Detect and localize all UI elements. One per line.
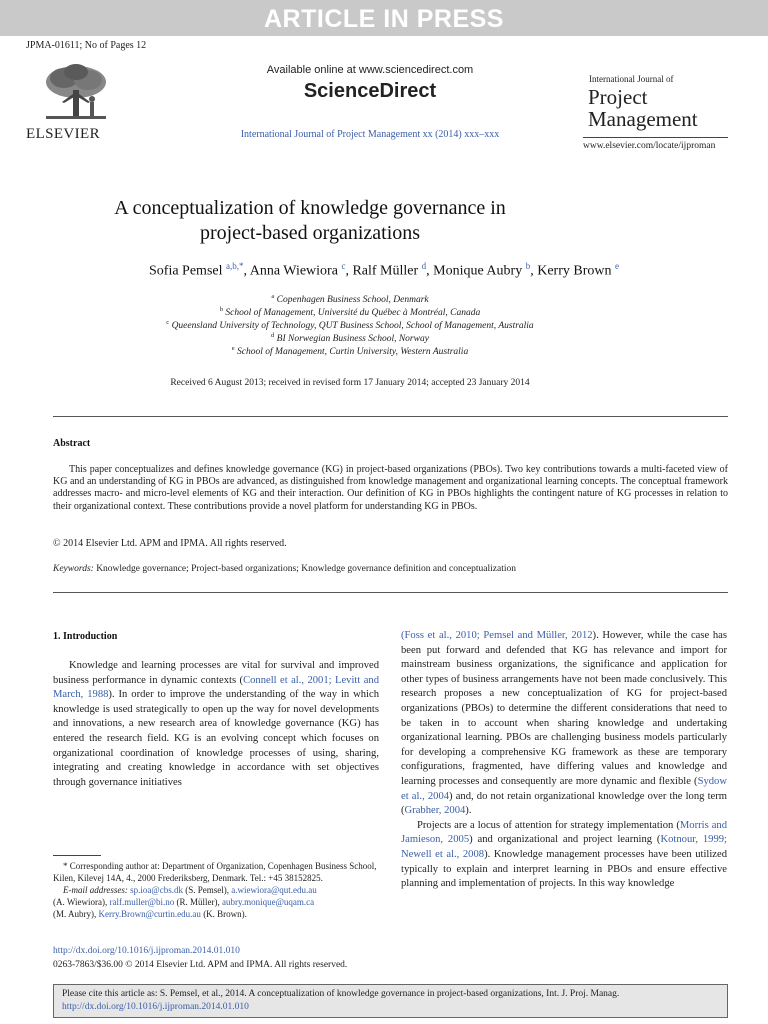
author-name: Sofia Pemsel xyxy=(149,263,226,279)
masthead-divider xyxy=(583,137,728,138)
affiliation xyxy=(60,332,640,344)
journal-masthead-line2: Management xyxy=(588,107,698,131)
affil-text: Copenhagen Business School, Denmark xyxy=(274,295,429,306)
affil-text: School of Management, Curtin University, Western Australia xyxy=(234,347,469,358)
email-link[interactable]: aubry.monique@uqam.ca xyxy=(221,897,315,907)
citation-notice-box xyxy=(53,984,728,1018)
author-name: , Monique Aubry xyxy=(426,263,526,279)
affiliation xyxy=(60,306,640,318)
section-heading-introduction: 1. Introduction xyxy=(53,631,118,642)
author-affil-marker[interactable]: c xyxy=(341,261,346,271)
issn-copyright: 0263-7863/$36.00 © 2014 Elsevier Ltd. APM and IPMA. All rights reserved. xyxy=(53,960,348,970)
sciencedirect-logo: ScienceDirect xyxy=(303,80,437,102)
elsevier-wordmark: ELSEVIER xyxy=(26,126,101,142)
affil-marker: d xyxy=(271,332,275,339)
email-addresses-cont: (A. Wiewiora), ralf.muller@bi.no (R. Müller), aubry.monique@uqam.ca xyxy=(53,897,315,907)
citation-link[interactable]: Grabher, 2004 xyxy=(404,805,466,817)
paragraph: Projects are a locus of attention for strategy implementation (Morris and Jamieson, 2005) and organizational and project learning (Kotnour, 1999; Newell et al., 2008). Knowledge management processes have been utilized typically to explain and interpret learning in PBOs and ensure effective planning and implementation of projects. In this way knowledge xyxy=(401,819,727,890)
paragraph: Knowledge and learning processes are vital for survival and improved business performance in dynamic contexts (Connell et al., 2001; Levitt and March, 1988). In order to improve the understanding of the way in which knowledge is used strategically to open up the way for novel developments and innovations, a new research area of knowledge governance (KG) has entered the research field. KG is an evolving concept which focuses on organizational coordination of knowledge processes of using, sharing, integrating and creating knowledge in accordance with set objectives through governance initiatives xyxy=(53,660,379,788)
abstract-heading: Abstract xyxy=(53,438,91,449)
abstract-copyright: © 2014 Elsevier Ltd. APM and IPMA. All rights reserved. xyxy=(53,538,287,549)
affil-marker: e xyxy=(231,345,235,352)
article-title xyxy=(60,196,560,246)
journal-citation[interactable]: International Journal of Project Management xx (2014) xxx–xxx xyxy=(240,129,500,140)
citation-link[interactable]: Connell et al., 2001; Levitt and March, 1988 xyxy=(53,674,379,701)
affil-marker: a xyxy=(271,293,275,300)
affil-text: BI Norwegian Business School, Norway xyxy=(274,334,429,345)
abstract-bottom-rule xyxy=(53,592,728,593)
affiliation xyxy=(60,319,640,331)
abstract-text: This paper conceptualizes and defines knowledge governance (KG) in project-based organizations (PBOs). Two key contributions towards a multi-faceted view of KG and an understanding of KG in PBOs are advanced, as distinguished from knowledge management and organizational learning concepts. The conceptual framework addresses macro- and micro-level elements of KG and their interaction. Our definition of KG in PBOs highlights the contingent nature of KG processes in relation to their organizational context. These contributions provide a novel platform for understanding KG in PBOs. xyxy=(53,464,728,512)
author-affil-marker[interactable]: d xyxy=(421,261,427,271)
affiliation xyxy=(60,345,640,357)
author-list xyxy=(20,261,748,280)
email-link[interactable]: ralf.muller@bi.no xyxy=(109,897,175,907)
footnote-corresponding-author xyxy=(53,860,383,920)
affil-text: Queensland University of Technology, QUT Business School, School of Management, Australia xyxy=(169,321,534,332)
affil-marker: b xyxy=(219,306,223,313)
affil-marker: c xyxy=(166,319,170,326)
affiliation xyxy=(60,293,640,305)
email-addresses-cont: (M. Aubry), Kerry.Brown@curtin.edu.au (K. Brown). xyxy=(53,909,247,919)
email-link[interactable]: Kerry.Brown@curtin.edu.au xyxy=(98,909,201,919)
article-in-press-banner xyxy=(0,0,768,36)
email-link[interactable]: a.wiewiora@qut.edu.au xyxy=(231,885,317,895)
citation-notice-text: Please cite this article as: S. Pemsel, et al., 2014. A conceptualization of knowledge governance in project-based organizations, Int. J. Proj. Manag. xyxy=(62,989,620,999)
journal-url[interactable]: www.elsevier.com/locate/ijproman xyxy=(583,141,716,151)
citation-doi-link[interactable]: http://dx.doi.org/10.1016/j.ijproman.2014.01.010 xyxy=(62,1002,249,1012)
keywords-text: Knowledge governance; Project-based organizations; Knowledge governance definition and conceptualization xyxy=(93,564,516,574)
author-affil-marker[interactable]: a,b,* xyxy=(226,261,244,271)
email-addresses: E-mail addresses: sp.ioa@cbs.dk (S. Pemsel), a.wiewiora@qut.edu.au xyxy=(63,885,317,895)
journal-masthead-small: International Journal of xyxy=(589,74,674,84)
footnote-rule xyxy=(53,855,101,856)
citation-link[interactable]: Kotnour, 1999; Newell et al., 2008 xyxy=(401,834,727,860)
abstract-top-rule xyxy=(53,416,728,417)
author-name: , Anna Wiewiora xyxy=(243,263,342,279)
citation-link[interactable]: Morris and Jamieson, 2005 xyxy=(401,819,727,846)
author-affil-marker[interactable]: e xyxy=(614,261,619,271)
journal-masthead-line1: Project xyxy=(588,85,648,109)
banner-text: ARTICLE IN PRESS xyxy=(264,5,504,33)
journal-masthead xyxy=(588,86,698,130)
author-name: , Ralf Müller xyxy=(345,263,422,279)
author-affil-marker[interactable]: b xyxy=(525,261,531,271)
keywords xyxy=(53,564,516,574)
doi-link[interactable]: http://dx.doi.org/10.1016/j.ijproman.2014.01.010 xyxy=(53,946,240,956)
affil-text: School of Management, Université du Québec à Montréal, Canada xyxy=(223,308,481,319)
corresponding-author-text: * Corresponding author at: Department of Organization, Copenhagen Business School, Kilen, Kilevej 14A, 4., 2000 Frederiksberg, Denmark. Tel.: +45 38152825. xyxy=(53,861,377,883)
author-name: , Kerry Brown xyxy=(530,263,615,279)
paragraph: (Foss et al., 2010; Pemsel and Müller, 2012). However, while the case has been put forward and defended that KG has relevance and import for mainstream business organizations, the significance and application for other types of business arrangements have not been made conclusively. This research proposes a new conceptualization of KG for project-based organizations (PBOs) to determine the different considerations that need to be taken in to account when sharing knowledge and undertaking organizational learning. PBOs are challenging business models particularly for developing a comprehensive KG framework as these are temporary configurations, fragmented, have differing values and knowledge and learning processes and consequently are more dynamic and flexible (Sydow et al., 2004) and, do not retain organizational knowledge over the long term (Grabher, 2004). xyxy=(401,630,727,817)
journal-id: JPMA-01611; No of Pages 12 xyxy=(26,40,147,51)
keywords-label: Keywords: xyxy=(53,564,94,574)
title-line-1: A conceptualization of knowledge governance in xyxy=(114,197,506,219)
citation-link[interactable]: Sydow et al., 2004 xyxy=(401,775,727,802)
email-link[interactable]: sp.ioa@cbs.dk xyxy=(130,885,183,895)
citation-link[interactable]: (Foss et al., 2010; Pemsel and Müller, 2012 xyxy=(401,630,593,641)
available-online-text: Available online at www.sciencedirect.com xyxy=(266,64,474,76)
received-dates: Received 6 August 2013; received in revised form 17 January 2014; accepted 23 January 2014 xyxy=(170,378,530,388)
body-column-right xyxy=(401,629,727,892)
title-line-2: project-based organizations xyxy=(199,222,421,244)
body-column-left xyxy=(53,659,379,790)
